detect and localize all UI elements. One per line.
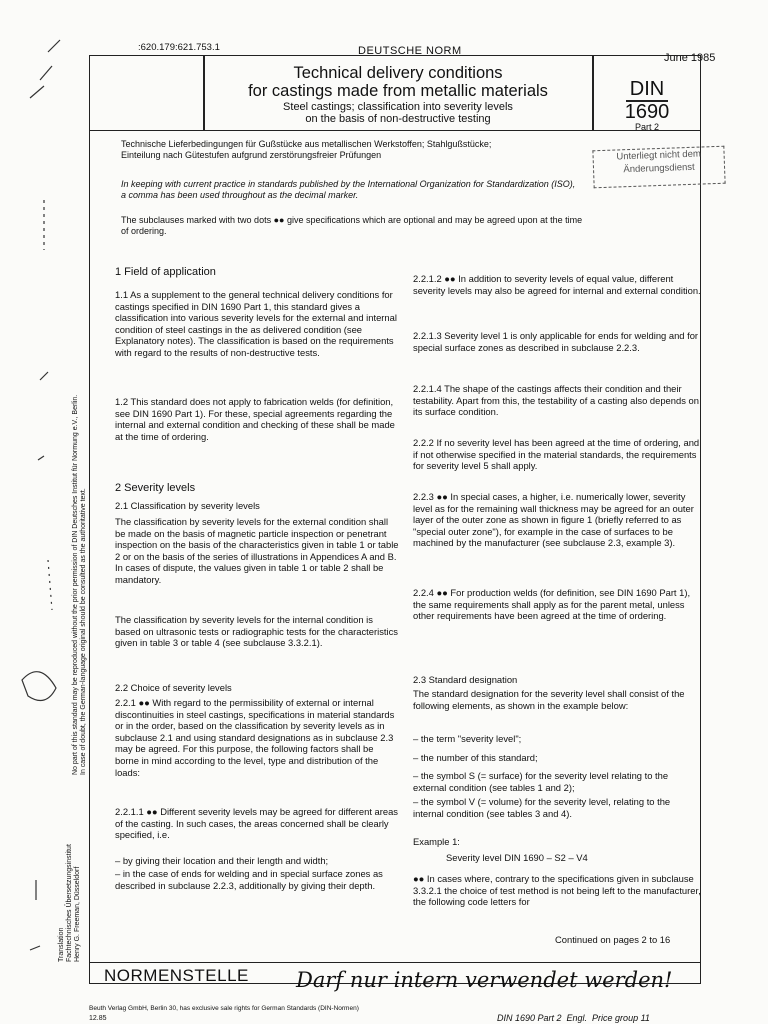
document-subtitle (205, 101, 591, 125)
list-item-term: – the term "severity level"; (413, 733, 522, 744)
part-label: Part 2 (634, 122, 659, 132)
example-value: Severity level DIN 1690 – S2 – V4 (446, 852, 588, 863)
normenstelle-label: NORMENSTELLE (104, 966, 249, 985)
translation-notice (58, 844, 82, 962)
stamp-line-2: Änderungsdienst (623, 161, 695, 176)
publisher-line: Beuth Verlag GmbH, Berlin 30, has exclusive sale rights for German Standards (DIN-Normen) (89, 1005, 359, 1012)
document-title (205, 64, 591, 100)
paragraph-2-2-1-4: 2.2.1.4 The shape of the castings affects their condition and their testability. Apart from this, the testability of a casting also depends on its surface condition. (413, 383, 699, 418)
copyright-notice (72, 395, 88, 775)
title-line-1: Technical delivery conditions (293, 64, 503, 82)
subclause-note (121, 215, 701, 237)
din-text: DIN (626, 78, 668, 102)
section-2-2-heading: 2.2 Choice of severity levels (115, 682, 232, 693)
translation-line-3: Henry G. Freeman, Düsseldorf (74, 866, 81, 962)
paragraph-2-2-1: 2.2.1 ●● With regard to the permissibility of external or internal discontinuities in steel castings, specifications in material standards or in the order, based on the classification by severity levels as in subclause 2.1 and using standard designations as in subclause 2.3 may be agreed. For this purpose, the following factors shall be borne in mind according to the level, type and distribution of the loads: (115, 697, 395, 778)
copyright-line-2: In case of doubt, the German-language original should be consulted as the authoritative text. (80, 488, 87, 775)
german-title (121, 139, 591, 161)
section-2-heading: 2 Severity levels (115, 482, 196, 494)
udc-code: :620.179:621.753.1 (138, 42, 220, 53)
section-1-heading: 1 Field of application (115, 266, 216, 278)
paragraph-2-2-4: 2.2.4 ●● For production welds (for definition, see DIN 1690 Part 1), the same requirements shall apply as for the parent metal, unless other requirements have been agreed at the time of ordering. (413, 587, 691, 622)
german-title-line-1: Technische Lieferbedingungen für Gußstücke aus metallischen Werkstoffen; Stahlgußstücke; (121, 139, 492, 149)
date: June 1985 (664, 52, 716, 64)
list-item-symbol-s: – the symbol S (= surface) for the severity level relating to the external condition (see tables 1 and 2); (413, 770, 669, 793)
iso-note (121, 179, 701, 201)
paragraph-test-method: ●● In cases where, contrary to the specifications given in subclause 3.3.2.1 the choice of test method is not being left to the manufacturer, the following code letters for (413, 873, 701, 908)
internal-use-stamp: Darf nur intern verwendet werden! (296, 968, 673, 992)
list-item-location: – by giving their location and their length and width; (115, 855, 329, 866)
list-item-ends-for-welding: – in the case of ends for welding and in special surface zones as described in subclause 2.2.3, additionally by giving their depth. (115, 868, 383, 891)
paragraph-2-2-3: 2.2.3 ●● In special cases, a higher, i.e. numerically lower, severity level as for the remaining wall thickness may be agreed for an outer layer of the outer zone as shown in figure 1 (briefly referred to as "special outer zone"), for example in the case of surfaces to be machined by the manufacturer (see subclause 2.3, example 3). (413, 491, 694, 549)
paragraph-2-2-1-2: 2.2.1.2 ●● In addition to severity levels of equal value, different severity levels may also be agreed for internal and external condition. (413, 273, 701, 296)
subtitle-line-1: Steel castings; classification into severity levels (283, 101, 513, 113)
document-reference: DIN 1690 Part 2 Engl. Price group 11 (497, 1013, 650, 1023)
stamp-line-1: Unterliegt nicht dem (616, 148, 701, 163)
iso-note-line-2: a comma has been used throughout as the decimal marker. (121, 190, 359, 200)
paragraph-2-1-b: The classification by severity levels for the internal condition is based on ultrasonic tests or radiographic tests for the characteristics given in table 3 or table 4 (see subclause 3.3.2.1). (115, 614, 398, 649)
title-line-2: for castings made from metallic materials (248, 82, 548, 100)
section-2-3-heading: 2.3 Standard designation (413, 674, 518, 685)
german-title-line-2: Einteilung nach Gütestufen aufgrund zerstörungsfreier Prüfungen (121, 150, 382, 160)
list-item-symbol-v: – the symbol V (= volume) for the severity level, relating to the internal condition (see tables 3 and 4). (413, 796, 671, 819)
paragraph-1-1: 1.1 As a supplement to the general technical delivery conditions for castings specified in DIN 1690 Part 1, this standard gives a classification into various severity levels for the external and internal condition of steel castings in the as delivered condition (see Explanatory notes). The classification is based on the requirements with regard to the results of non-destructive tests. (115, 289, 397, 358)
paragraph-1-2: 1.2 This standard does not apply to fabrication welds (for definition, see DIN 1690 Part 1). For these, special agreements regarding the internal and external condition and checking of these shall be made at the time of ordering. (115, 396, 395, 442)
norm-label: DEUTSCHE NORM (358, 45, 462, 57)
copyright-line-1: No part of this standard may be reproduced without the prior permission of DIN Deutsches Institut für Normung e.V., Berlin. (72, 394, 79, 775)
paragraph-2-2-1-3: 2.2.1.3 Severity level 1 is only applicable for ends for welding and for special surface zones as described in subclause 2.2.3. (413, 330, 699, 353)
section-2-1-heading: 2.1 Classification by severity levels (115, 500, 260, 511)
paragraph-2-2-2: 2.2.2 If no severity level has been agreed at the time of ordering, and if not otherwise specified in the material standards, the requirements for severity level 5 shall apply. (413, 437, 700, 472)
example-label: Example 1: (413, 836, 460, 847)
subclause-note-line-1: The subclauses marked with two dots ●● give specifications which are optional and may be agreed upon at the time (121, 215, 583, 225)
print-code: 12.85 (89, 1015, 107, 1022)
translation-line-2: Fachtechnisches Übersetzungsinstitut (66, 844, 73, 962)
translation-line-1: Translation (58, 927, 65, 962)
din-number: 1690 (624, 101, 670, 123)
paragraph-2-2-1-1: 2.2.1.1 ●● Different severity levels may be agreed for different areas of the casting. In such cases, the areas concerned shall be clearly specified, i.e. (115, 806, 398, 841)
subtitle-line-2: on the basis of non-destructive testing (305, 113, 491, 125)
paragraph-2-1-a: The classification by severity levels for the external condition shall be made on the basis of magnetic particle inspection or penetrant inspection on the basis of the characteristics given in table 1 or table 2 or on the basis of the series of illustrations in Appendices A and B. In cases of dispute, the values given in table 1 or table 2 shall be mandatory. (115, 516, 399, 585)
paragraph-2-3: The standard designation for the severity level shall consist of the following elements, as shown in the example below: (413, 688, 685, 711)
subclause-note-line-2: of ordering. (121, 226, 167, 236)
din-label (594, 79, 700, 99)
iso-note-line-1: In keeping with current practice in standards published by the International Organization for Standardization (ISO), (121, 179, 576, 189)
list-item-number: – the number of this standard; (413, 752, 538, 763)
continued-note: Continued on pages 2 to 16 (555, 934, 671, 945)
